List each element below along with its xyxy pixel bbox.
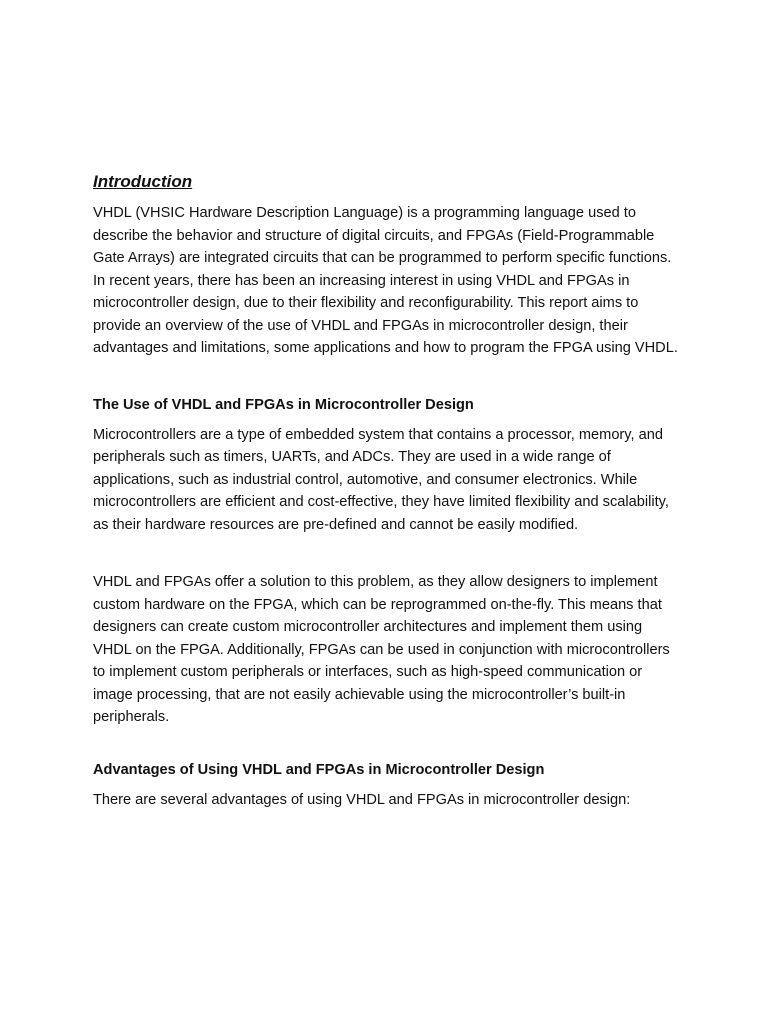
use-section-paragraph-1: Microcontrollers are a type of embedded system that contains a processor, memory, and peripherals such as timers, UARTs, and ADCs. They are used in a wide range of applications, such as industrial control, automotive, and consumer electronics. While microcontrollers are efficient and cost-effective, they have limited flexibility and scalability, as their hardware resources are pre-defined and cannot be easily modified. [93,426,669,533]
document-page [93,170,683,811]
use-section-paragraph-2: VHDL and FPGAs offer a solution to this problem, as they allow designers to implement custom hardware on the FPGA, which can be reprogrammed on-the-fly. This means that designers can create custom microcontroller architectures and implement them using VHDL on the FPGA. Additionally, FPGAs can be used in conjunction with microcontrollers to implement custom peripherals or interfaces, such as high-speed communication or image processing, that are not easily achievable using the microcontroller’s built-in peripherals. [93,574,670,725]
advantages-section-paragraph: There are several advantages of using VHDL and FPGAs in microcontroller design: [93,791,631,808]
introduction-paragraph: VHDL (VHSIC Hardware Description Language) is a programming language used to describe the behavior and structure of digital circuits, and FPGAs (Field-Programmable Gate Arrays) are integrated circuits that can be programmed to perform specific functions. In recent years, there has been an increasing interest in using VHDL and FPGAs in microcontroller design, due to their flexibility and reconfigurability. This report aims to provide an overview of the use of VHDL and FPGAs in microcontroller design, their advantages and limitations, some applications and how to program the FPGA using VHDL. [93,205,678,356]
advantages-section-heading: Advantages of Using VHDL and FPGAs in Microcontroller Design [93,761,545,778]
use-section-heading: The Use of VHDL and FPGAs in Microcontroller Design [93,396,474,413]
introduction-heading: Introduction [93,172,193,191]
